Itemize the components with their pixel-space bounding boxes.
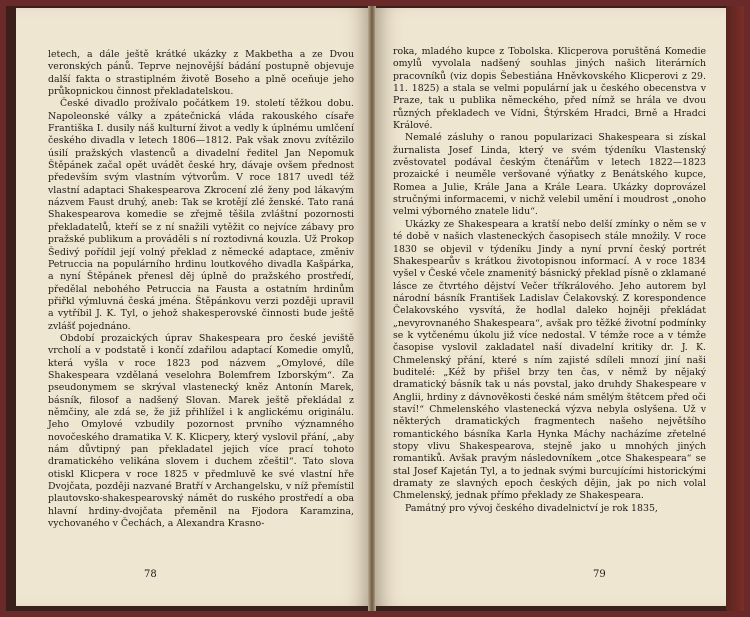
paragraph: letech, a dále ještě krátké ukázky z Makbetha a ze Dvou veronských pánů. Teprve nejnovější bádání postupně objevuje další fakta o strastiplném životě Boseho a plně oceňuje jeho průkopnickou činnost překladatelskou. <box>48 49 354 98</box>
right-page-text <box>393 46 706 515</box>
left-page-text <box>48 49 354 530</box>
right-page <box>375 8 735 606</box>
book-cover-edge <box>726 6 744 611</box>
paragraph: Památný pro vývoj českého divadelnictví je rok 1835, <box>405 502 658 514</box>
page-number: 79 <box>593 569 606 580</box>
page-number: 78 <box>144 569 157 580</box>
left-page <box>16 8 370 606</box>
paragraph: České divadlo prožívalo počátkem 19. století těžkou dobu. Napoleonské války a zpátečnická vláda rakouského císaře Františka I. dusily náš kulturní život a vedly k úplnému umlčení českého divadla v letech 1806—1812. Pak však znovu zvítězilo úsilí pražských vlastenců a divadelní ředitel Jan Nepomuk Štěpánek začal opět uvádět české hry, dávaje ovšem přednost především svým vlastním výtvorům. V roce 1817 uvedl též vlastní adaptaci Shakespearova Zkrocení zlé ženy pod lákavým názvem Faust druhý, aneb: Tak se krotějí zlé ženské. Tato raná Shakespearova komedie se zřejmě těšila zvláštní pozornosti překladatelů, kteří se z ní snažili vytěžit co nejvíce zábavy pro pražské publikum a prováděli s ní roztodivná kouzla. Už Prokop Šedivý pořídil její volný překlad z německé adaptace, změniv Petruccia na populárního hrdinu loutkového divadla Kašpárka, a nyní Štěpánek přenesl děj úplně do pražského prostředí, předělal nebohého Petruccia na Fausta a ostatním hrdinům přiřkl výmluvná česká jména. Štěpánkovu verzi později upravil a vytříbil J. K. Tyl, o jehož shakesperovské činnosti bude ještě zvlášť pojednáno. <box>48 98 354 332</box>
book-spread <box>6 6 744 611</box>
paragraph: Ukázky ze Shakespeara a kratší nebo delší zmínky o něm se v té době v našich vlasteneckých časopisech stále množily. V roce 1830 se objevil v týdeníku Jindy a nyní první český portrét Shakespearův s krátkou životopisnou informací. A v roce 1834 vyšel v České včele znamenitý básnický překlad písně o zklamané lásce ze čtvrtého dějství Večer tříkrálového. Jeho autorem byl národní básník František Ladislav Čelakovský. Z korespondence Čelakovského vysvítá, že hodlal daleko hojněji překládat „nevyrovnaného Shakespeara“, avšak pro těžké životní podmínky se k vytčenému úkolu již více nedostal. V témže roce a v témže časopise vyslovil zakladatel naší divadelní kritiky dr. J. K. Chmelenský přání, které s ním zajisté sdíleli mnozí jiní naši buditelé: „Kéž by přišel brzy ten čas, v němž by nějaký dramatický básník tak u nás povstal, jako druhdy Shakespeare v Anglii, hrdiny z dávnověkosti české nám smělým štětcem před oči staví!“ Chmelenského vlastenecká výzva nebyla oslyšena. Už v některých dramatických fragmentech našeho největšího romantického básníka Karla Hynka Máchy nacházíme zřetelné stopy vlivu Shakespearova, stejně jako u mnohých jiných romantiků. Avšak pravým následovníkem „otce Shakespeara“ se stal Josef Kajetán Tyl, a to jednak svými burcujícími historickými dramaty ze slavných epoch českých dějin, jak po nich volal Chmelenský, jednak přímo překlady ze Shakespeara. <box>393 218 707 502</box>
paragraph: Nemalé zásluhy o ranou popularizaci Shakespeara si získal žurnalista Josef Linda, který ve svém týdeníku Vlastenský zvěstovatel podával českým čtenářům v letech 1822—1823 prozaické i neuměle veršované výňatky z Benátského kupce, Romea a Julie, Krále Jana a Krále Leara. Ukázky doprovázel stručnými informacemi, v nichž velebil umění i moudrost „onoho velmi výborného znatele lidu“. <box>393 132 706 218</box>
paragraph: roka, mladého kupce z Tobolska. Klicperova poruštěná Komedie omylů vyvolala nadšený souhlas jiných našich literárních pracovníků (viz dopis Šebestiána Hněvkovského Klicperovi z 29. 11. 1825) a stala se velmi populární jak u českého obecenstva v Praze, tak u publika německého, před nímž se hrála ve dvou různých překladech ve Vídni, Štýrském Hradci, Brně a Hradci Králové. <box>393 46 706 132</box>
paragraph: Období prozaických úprav Shakespeara pro české jeviště vrcholí a v podstatě i končí zdařilou adaptací Komedie omylů, která vyšla v roce 1823 pod názvem „Omylové, díle Shakespeara vzdělaná veselohra Bolemfrem Izborským“. Za pseudonymem se skrýval vlastenecký kněz Antonín Marek, básník, filosof a nadšený Slovan. Marek ještě překládal z němčiny, ale zdá se, že již přihlížel i k anglickému originálu. Jeho Omylové vzbudily pozornost prvního významného novočeského dramatika V. K. Klicpery, který vyslovil přání, „aby nám důvtipný pan překladatel jejich více prací tohoto dramatického velikána slovem i duchem zčeštil“. Tato slova otiskl Klicpera v roce 1825 v předmluvě ke své vlastní hře Dvojčata, později nazvané Bratří v Archangelsku, v níž přemístil plautovsko-shakespearovský námět do ruského prostředí a oba hlavní hrdiny-dvojčata přeměnil na Fjodora Karamzina, vychovaného v Čechách, a Alexandra Krasno- <box>48 332 354 530</box>
